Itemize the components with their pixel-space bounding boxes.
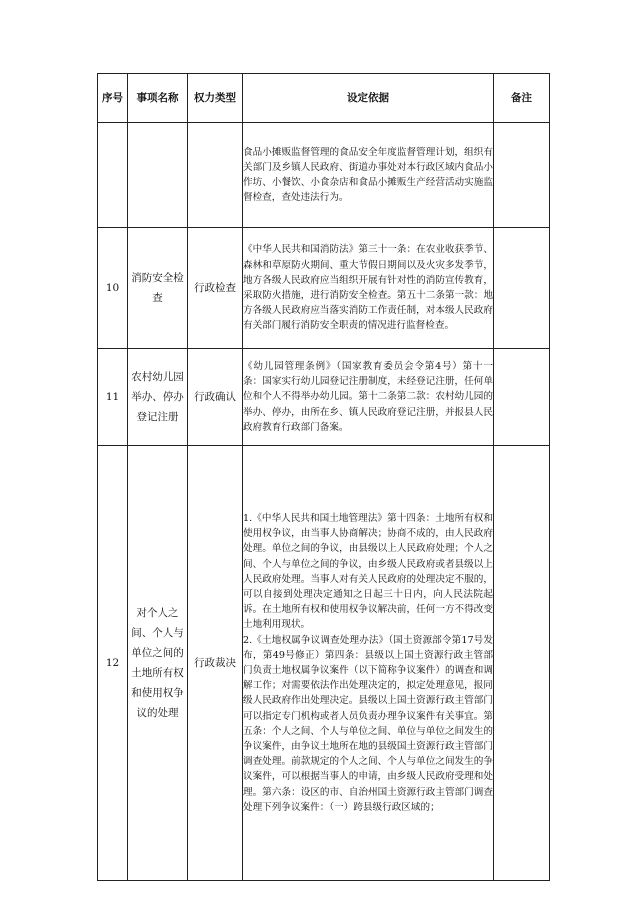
basis-paragraph: 《幼儿园管理条例》（国家教育委员会令第4号）第十一条：国家实行幼儿园登记注册制度，未经登记注册，任何单位和个人不得举办幼儿园。第十二条第二款：农村幼儿园的举办、停办，由所在乡、镇人民政府登记注册，并报县人民政府教育行政部门备案。 xyxy=(243,360,493,433)
cell-power-type xyxy=(188,123,243,228)
power-list-table xyxy=(97,73,550,881)
table-row xyxy=(98,123,550,228)
basis-paragraph: 《中华人民共和国消防法》第三十一条：在农业收获季节、森林和草原防火期间、重大节假日期间以及火灾多发季节，地方各级人民政府应当组织开展有针对性的消防宣传教育，采取防火措施，进行消防安全检查。第五十二条第一款：地方各级人民政府应当落实消防工作责任制，对本级人民政府有关部门履行消防安全职责的情况进行监督检查。 xyxy=(243,244,493,332)
cell-power-type: 行政检查 xyxy=(188,228,243,349)
basis-paragraph: 1.《中华人民共和国土地管理法》第十四条：土地所有权和使用权争议，由当事人协商解决；协商不成的，由人民政府处理。单位之间的争议，由县级以上人民政府处理；个人之间、个人与单位之间的争议，由乡级人民政府或者县级以上人民政府处理。当事人对有关人民政府的处理决定不服的，可以自接到处理决定通知之日起三十日内，向人民法院起诉。在土地所有权和使用权争议解决前，任何一方不得改变土地利用现状。 xyxy=(243,512,493,631)
cell-seq: 12 xyxy=(98,446,128,881)
cell-power-type: 行政裁决 xyxy=(188,446,243,881)
basis-paragraph: 2.《土地权属争议调查处理办法》（国土资源部令第17号发布，第49号修正）第四条：县级以上国土资源行政主管部门负责土地权属争议案件（以下简称争议案件）的调查和调解工作；对需要依法作出处理决定的，拟定处理意见，报同级人民政府作出处理决定。县级以上国土资源行政主管部门可以指定专门机构或者人员负责办理争议案件有关事宜。第五条：个人之间、个人与单位之间、单位与单位之间发生的争议案件，由争议土地所在地的县级国土资源行政主管部门调查处理。前款规定的个人之间、个人与单位之间发生的争议案件，可以根据当事人的申请，由乡级人民政府受理和处理。第六条：设区的市、自治州国土资源行政主管部门调查处理下列争议案件：（一）跨县级行政区域的； xyxy=(243,634,493,813)
cell-remark xyxy=(494,349,550,446)
cell-basis xyxy=(243,228,494,349)
header-seq: 序号 xyxy=(98,74,128,123)
header-power-type: 权力类型 xyxy=(188,74,243,123)
header-remark: 备注 xyxy=(494,74,550,123)
table-row xyxy=(98,446,550,881)
cell-item-name xyxy=(128,123,188,228)
cell-remark xyxy=(494,446,550,881)
cell-seq: 11 xyxy=(98,349,128,446)
cell-power-type: 行政确认 xyxy=(188,349,243,446)
cell-basis xyxy=(243,123,494,228)
table-row xyxy=(98,349,550,446)
cell-item-name: 农村幼儿园举办、停办登记注册 xyxy=(128,349,188,446)
cell-seq: 10 xyxy=(98,228,128,349)
cell-basis xyxy=(243,446,494,881)
cell-remark xyxy=(494,228,550,349)
header-basis: 设定依据 xyxy=(243,74,494,123)
cell-remark xyxy=(494,123,550,228)
table-row xyxy=(98,228,550,349)
header-item-name: 事项名称 xyxy=(128,74,188,123)
cell-item-name: 对个人之间、个人与单位之间的土地所有权和使用权争议的处理 xyxy=(128,446,188,881)
cell-basis xyxy=(243,349,494,446)
cell-seq xyxy=(98,123,128,228)
basis-paragraph: 食品小摊贩监督管理的食品安全年度监督管理计划，组织有关部门及乡镇人民政府、街道办事处对本行政区域内食品小作坊、小餐饮、小食杂店和食品小摊贩生产经营活动实施监督检查，查处违法行为。 xyxy=(243,146,493,204)
cell-item-name: 消防安全检查 xyxy=(128,228,188,349)
table-header-row xyxy=(98,74,550,123)
